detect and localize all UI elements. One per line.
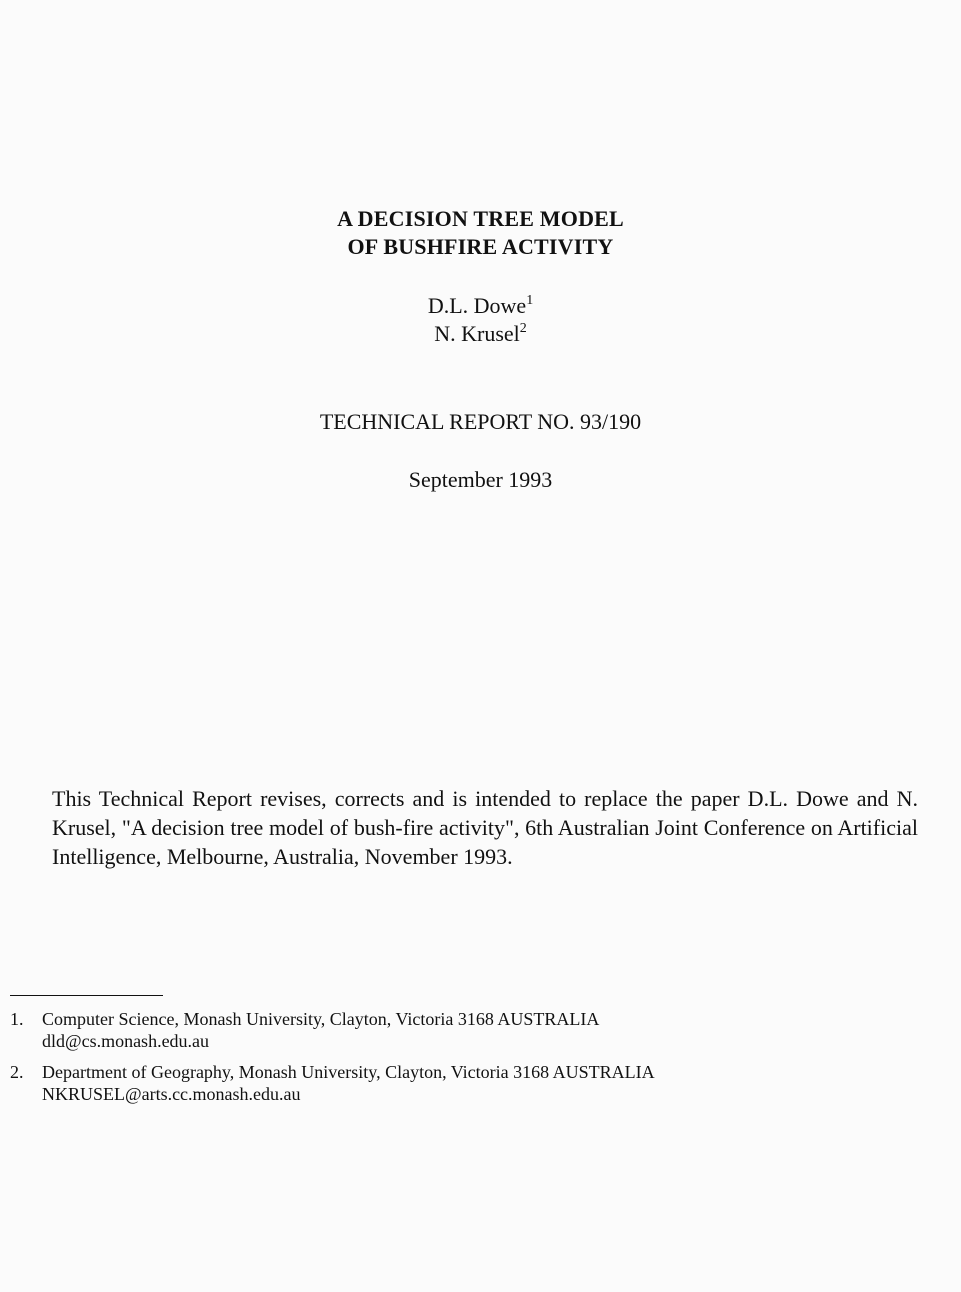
author-list [0, 292, 961, 348]
footnote-2 [10, 1061, 910, 1105]
footnote-body [42, 1008, 599, 1052]
footnote-email: dld@cs.monash.edu.au [42, 1031, 210, 1051]
author-name: N. Krusel [434, 321, 520, 346]
footnote-affiliation: Computer Science, Monash University, Clayton, Victoria 3168 AUSTRALIA [42, 1009, 600, 1029]
author-name: D.L. Dowe [427, 293, 527, 318]
footnote-affiliation: Department of Geography, Monash University, Clayton, Victoria 3168 AUSTRALIA [42, 1062, 655, 1082]
footnote-1 [10, 1008, 910, 1052]
report-number: TECHNICAL REPORT NO. 93/190 [319, 409, 642, 434]
footnote-number: 1. [10, 1009, 24, 1029]
author-2 [0, 320, 961, 348]
abstract-paragraph: This Technical Report revises, corrects and is intended to replace the paper D.L. Dowe and N. Krusel, "A decision tree model of bush-fire activity", 6th Australian Joint Conference on Artificial Intelligence, Melbourne, Australia, November 1993. [52, 786, 918, 869]
footnote-email: NKRUSEL@arts.cc.monash.edu.au [42, 1084, 301, 1104]
author-footnote-mark: 2 [519, 321, 527, 336]
author-footnote-mark: 1 [526, 293, 534, 308]
title-line-1: A DECISION TREE MODEL [337, 206, 624, 231]
footnote-body [42, 1061, 655, 1105]
title-line-2: OF BUSHFIRE ACTIVITY [347, 234, 614, 259]
author-1 [0, 292, 961, 320]
report-date: September 1993 [408, 467, 553, 492]
footnotes [10, 1008, 910, 1114]
report-title [0, 205, 961, 261]
footnote-number: 2. [10, 1062, 24, 1082]
footnote-divider [10, 995, 163, 996]
